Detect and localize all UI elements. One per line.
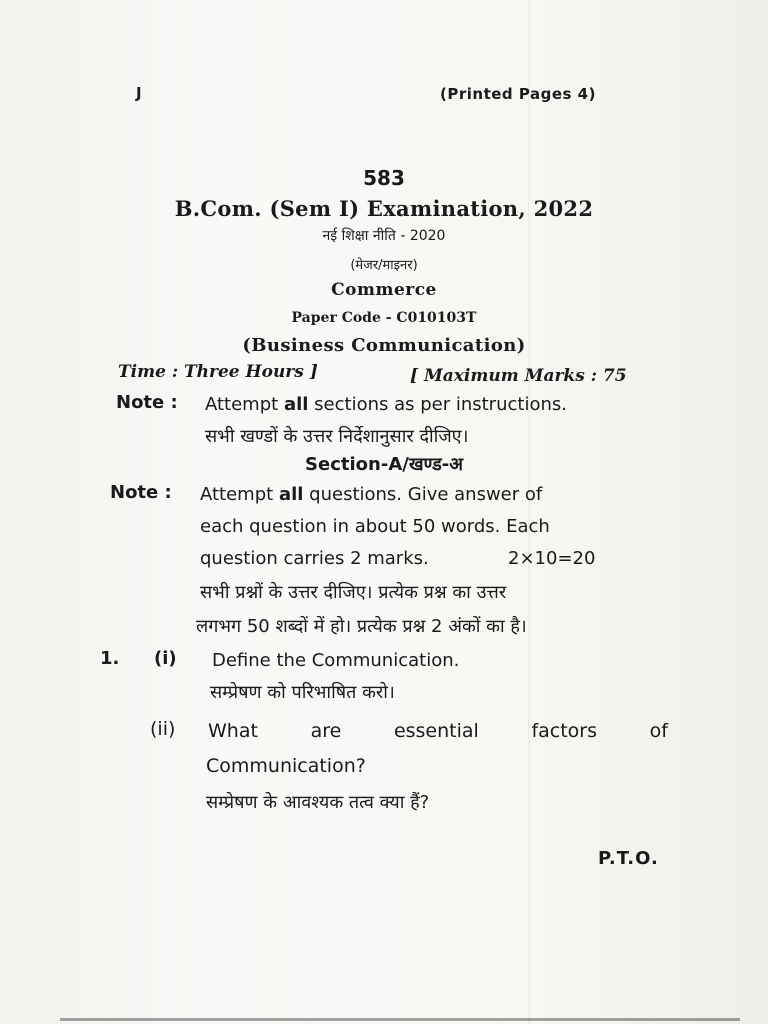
course-title: (Business Communication) <box>242 335 526 356</box>
marks-formula: 2×10=20 <box>508 548 596 569</box>
question-i-hindi: सम्प्रेषण को परिभाषित करो। <box>210 682 395 703</box>
page-fold-line <box>528 0 530 1024</box>
question-ii-line2: Communication? <box>206 755 366 777</box>
question-ii-word: are <box>310 720 342 742</box>
time-allowed: Time : Three Hours ] <box>118 362 318 382</box>
maximum-marks: [ Maximum Marks : 75 <box>410 366 627 386</box>
section-note-line2: each question in about 50 words. Each <box>200 516 550 537</box>
section-note-line1-post: questions. Give answer of <box>303 484 543 505</box>
paper-category: (मेजर/माइनर) <box>350 258 418 273</box>
paper-number: 583 <box>363 166 405 190</box>
please-turn-over: P.T.O. <box>598 848 659 869</box>
section-note-line1 <box>200 484 542 505</box>
question-i-english: Define the Communication. <box>212 650 460 671</box>
question-label-ii: (ii) <box>150 718 176 740</box>
general-note-pre: Attempt <box>205 394 284 415</box>
exam-title: B.Com. (Sem I) Examination, 2022 <box>174 196 594 221</box>
section-note-line3: question carries 2 marks. <box>200 548 429 569</box>
question-label-i: (i) <box>154 648 177 669</box>
section-note-line1-pre: Attempt <box>200 484 279 505</box>
section-note-hindi2: लगभग 50 शब्दों में हो। प्रत्येक प्रश्न 2 अंकों का है। <box>196 616 527 637</box>
printed-pages: (Printed Pages 4) <box>440 85 596 103</box>
question-ii-word: factors <box>531 720 598 742</box>
subject: Commerce <box>331 280 437 300</box>
education-policy: नई शिक्षा नीति - 2020 <box>322 228 446 244</box>
bottom-edge-line <box>60 1018 740 1021</box>
general-note-bold: all <box>283 394 309 415</box>
question-ii-word: of <box>649 720 668 742</box>
section-note-hindi1: सभी प्रश्नों के उत्तर दीजिए। प्रत्येक प्रश्न का उत्तर <box>200 582 507 603</box>
section-a-heading: Section-A/खण्ड-अ <box>305 454 463 475</box>
header-left-mark: J <box>136 84 142 102</box>
general-note <box>116 392 178 413</box>
general-note-post: sections as per instructions. <box>308 394 567 415</box>
section-note-line1-bold: all <box>278 484 304 505</box>
question-ii-line1 <box>208 720 668 742</box>
question-ii-hindi: सम्प्रेषण के आवश्यक तत्व क्या हैं? <box>206 792 430 813</box>
paper-code: Paper Code - C010103T <box>291 310 477 326</box>
question-number: 1. <box>100 648 120 669</box>
question-ii-word: essential <box>393 720 479 742</box>
question-ii-word: What <box>208 720 258 742</box>
general-note-text <box>205 394 567 415</box>
section-note-label: Note : <box>110 482 172 503</box>
general-note-hindi: सभी खण्डों के उत्तर निर्देशानुसार दीजिए। <box>205 426 469 447</box>
note-label: Note : <box>116 392 178 413</box>
